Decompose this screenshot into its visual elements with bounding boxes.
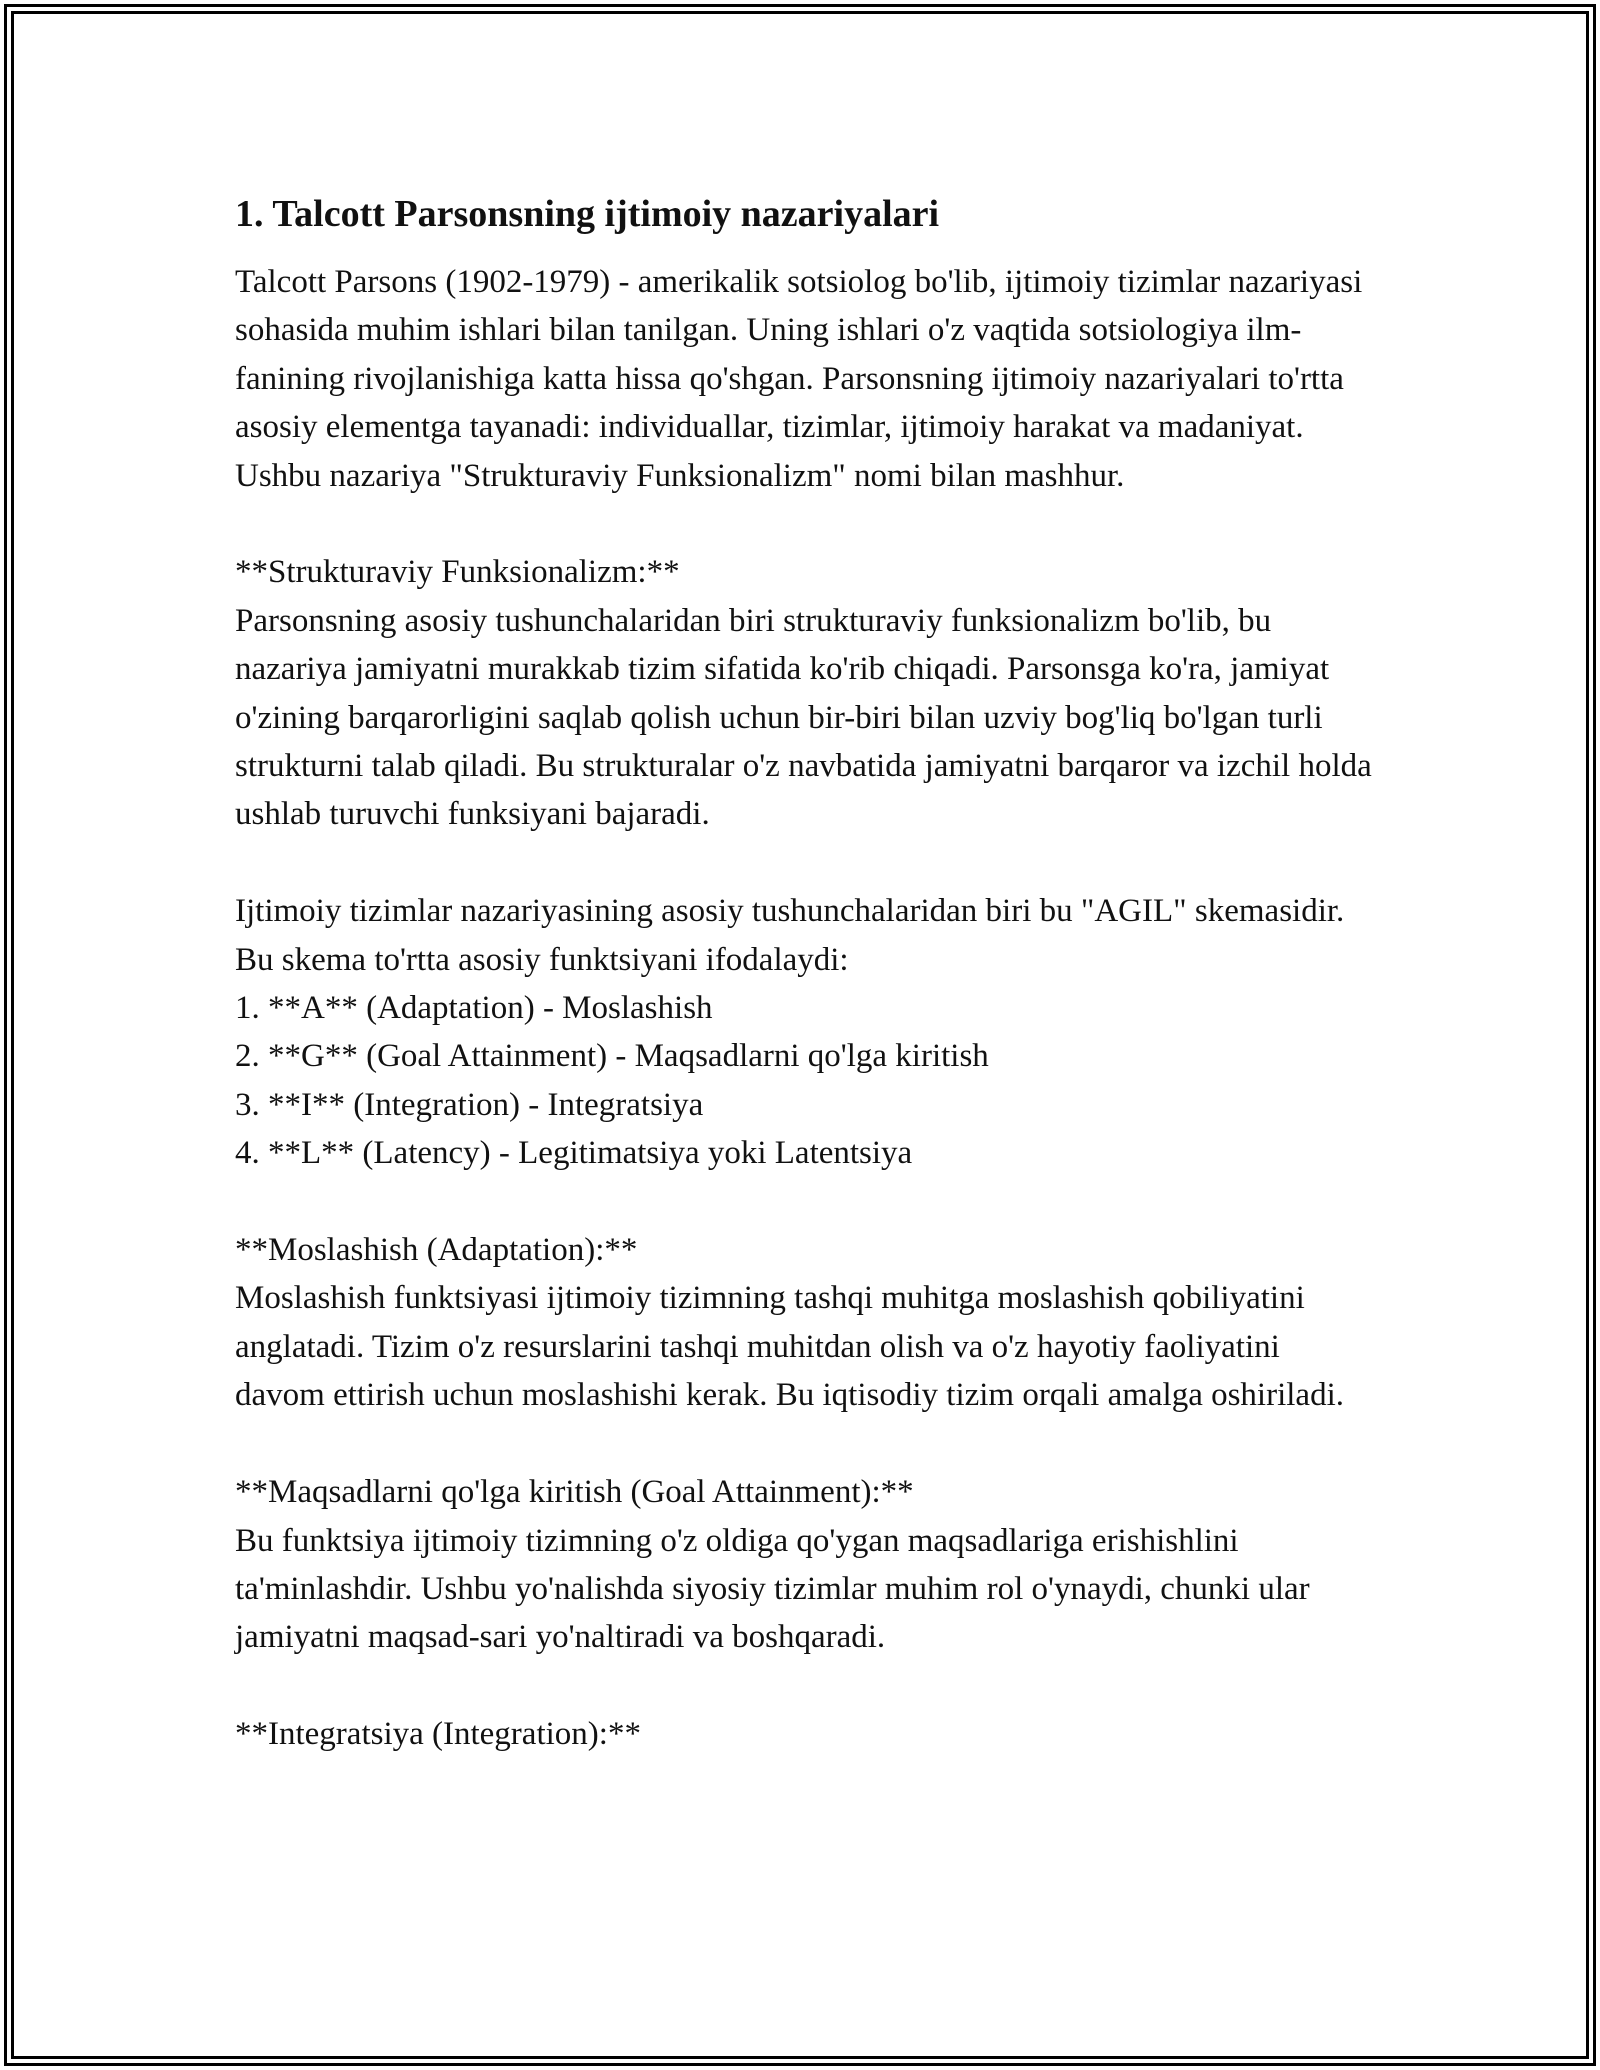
paragraph-spacer: [235, 839, 1375, 887]
paragraph-spacer: [235, 500, 1375, 548]
agil-list-item-l: 4. **L** (Latency) - Legitimatsiya yoki Latentsiya: [235, 1135, 913, 1172]
section-title-integration: **Integratsiya (Integration):**: [235, 1716, 641, 1753]
section-body-structural-functionalism: Parsonsning asosiy tushunchalaridan biri strukturaviy funksionalizm bo'lib, bu nazariya jamiyatni murakkab tizim sifatida ko'rib chiqadi. Parsonsga ko'ra, jamiyat o'zining barqarorligini saqlab qolish uchun bir-biri bilan uzviy bog'liq bo'lgan turli strukturni talab qiladi. Bu strukturalar o'z navbatida jamiyatni barqaror va izchil holda ushlab turuvchi funksiyani bajaradi.: [235, 602, 1372, 833]
agil-list-item-a: 1. **A** (Adaptation) - Moslashish: [235, 990, 713, 1027]
agil-list: [235, 984, 1375, 1178]
document-body: [235, 188, 1375, 1759]
section-title-structural-functionalism: **Strukturaviy Funksionalizm:**: [235, 554, 680, 591]
document-heading: 1. Talcott Parsonsning ijtimoiy nazariyalari: [235, 193, 940, 235]
paragraph-spacer: [235, 1420, 1375, 1468]
paragraph-spacer: [235, 1662, 1375, 1710]
section-body-adaptation: Moslashish funktsiyasi ijtimoiy tizimning tashqi muhitga moslashish qobiliyatini anglatadi. Tizim o'z resurslarini tashqi muhitdan olish va o'z hayotiy faoliyatini davom ettirish uchun moslashishi kerak. Bu iqtisodiy tizim orqali amalga oshiriladi.: [235, 1280, 1344, 1414]
section-title-goal-attainment: **Maqsadlarni qo'lga kiritish (Goal Attainment):**: [235, 1474, 914, 1511]
intro-paragraph: Talcott Parsons (1902-1979) - amerikalik sotsiolog bo'lib, ijtimoiy tizimlar nazariyasi sohasida muhim ishlari bilan tanilgan. Uning ishlari o'z vaqtida sotsiologiya ilm-fanining rivojlanishiga katta hissa qo'shgan. Parsonsning ijtimoiy nazariyalari to'rtta asosiy elementga tayanadi: individuallar, tizimlar, ijtimoiy harakat va madaniyat. Ushbu nazariya "Strukturaviy Funksionalizm" nomi bilan mashhur.: [235, 264, 1363, 494]
agil-intro-paragraph: Ijtimoiy tizimlar nazariyasining asosiy tushunchalaridan biri bu "AGIL" skemasidir. Bu skema to'rtta asosiy funktsiyani ifodalaydi:: [235, 893, 1345, 978]
section-title-adaptation: **Moslashish (Adaptation):**: [235, 1232, 638, 1269]
section-body-goal-attainment: Bu funktsiya ijtimoiy tizimning o'z oldiga qo'ygan maqsadlariga erishishlini ta'minlashdir. Ushbu yo'nalishda siyosiy tizimlar muhim rol o'ynaydi, chunki ular jamiyatni maqsad-sari yo'naltiradi va boshqaradi.: [235, 1522, 1310, 1656]
agil-list-item-g: 2. **G** (Goal Attainment) - Maqsadlarni qo'lga kiritish: [235, 1038, 989, 1075]
paragraph-spacer: [235, 1178, 1375, 1226]
agil-list-item-i: 3. **I** (Integration) - Integratsiya: [235, 1086, 704, 1123]
